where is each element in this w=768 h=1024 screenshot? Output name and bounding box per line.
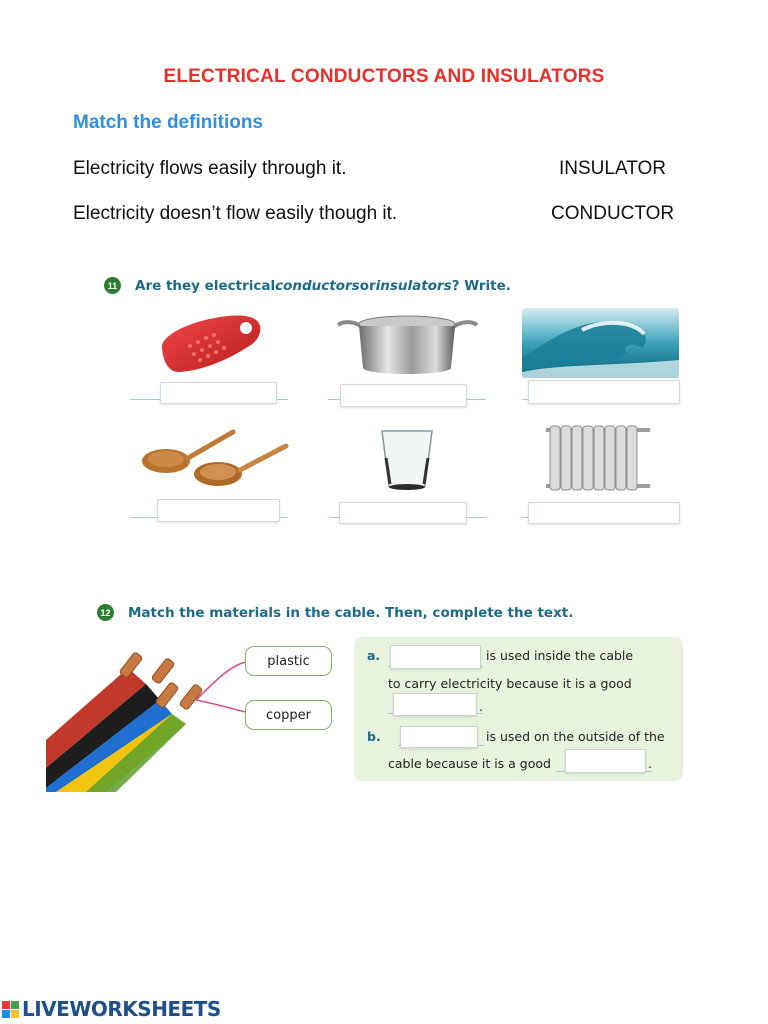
text-b-end: .	[648, 756, 652, 771]
prompt-text: ? Write.	[451, 277, 511, 294]
exercise-number-badge: 12	[97, 604, 114, 621]
answer-input-3[interactable]	[528, 380, 680, 404]
exercise-12-prompt: Match the materials in the cable. Then, complete the text.	[128, 604, 574, 621]
cooking-pot-icon	[335, 310, 480, 382]
prompt-insulators: insulators	[375, 277, 452, 294]
ocean-wave-icon	[522, 308, 679, 378]
answer-input-6[interactable]	[528, 502, 680, 524]
oven-mitt-icon	[150, 308, 280, 378]
exercise-12-heading	[97, 604, 573, 621]
definition-1: Electricity flows easily through it.	[73, 158, 347, 179]
term-insulator[interactable]: INSULATOR	[559, 158, 666, 179]
term-conductor[interactable]: CONDUCTOR	[551, 203, 675, 224]
liveworksheets-logo[interactable]	[2, 997, 221, 1021]
answer-input-5[interactable]	[339, 502, 467, 524]
answer-input-4[interactable]	[157, 499, 280, 522]
word-plastic[interactable]: plastic	[245, 646, 332, 676]
wooden-spoons-icon	[138, 428, 290, 492]
liveworksheets-logo-icon	[2, 1001, 19, 1018]
blank-b1[interactable]	[400, 726, 478, 748]
prompt-conductors: conductors	[275, 277, 360, 294]
prompt-text: or	[359, 277, 376, 294]
text-b1: is used on the outside of the	[486, 729, 665, 744]
worksheet-title: ELECTRICAL CONDUCTORS AND INSULATORS	[163, 66, 605, 87]
word-copper[interactable]: copper	[245, 700, 332, 730]
definition-2: Electricity doesn’t flow easily though it.	[73, 203, 398, 224]
text-a1: is used inside the cable	[486, 648, 634, 663]
brand-name: LIVEWORKSHEETS	[22, 997, 221, 1021]
exercise-number-badge: 11	[104, 277, 121, 294]
blank-a1[interactable]	[390, 645, 481, 669]
answer-input-1[interactable]	[160, 382, 277, 404]
blank-b2[interactable]	[565, 749, 646, 773]
drinking-glass-icon	[378, 428, 436, 494]
answer-input-2[interactable]	[340, 384, 467, 407]
radiator-icon	[546, 424, 650, 494]
item-letter-a: a.	[367, 648, 381, 663]
text-a2: to carry electricity because it is a good	[388, 676, 632, 691]
text-b2: cable because it is a good	[388, 756, 551, 771]
section-heading: Match the definitions	[73, 112, 263, 133]
prompt-text: Are they electrical	[135, 277, 276, 294]
blank-a2[interactable]	[393, 693, 477, 716]
exercise-11-heading	[104, 277, 511, 294]
text-a-end: .	[479, 699, 483, 714]
item-letter-b: b.	[367, 729, 381, 744]
electric-cable-icon	[46, 640, 246, 792]
